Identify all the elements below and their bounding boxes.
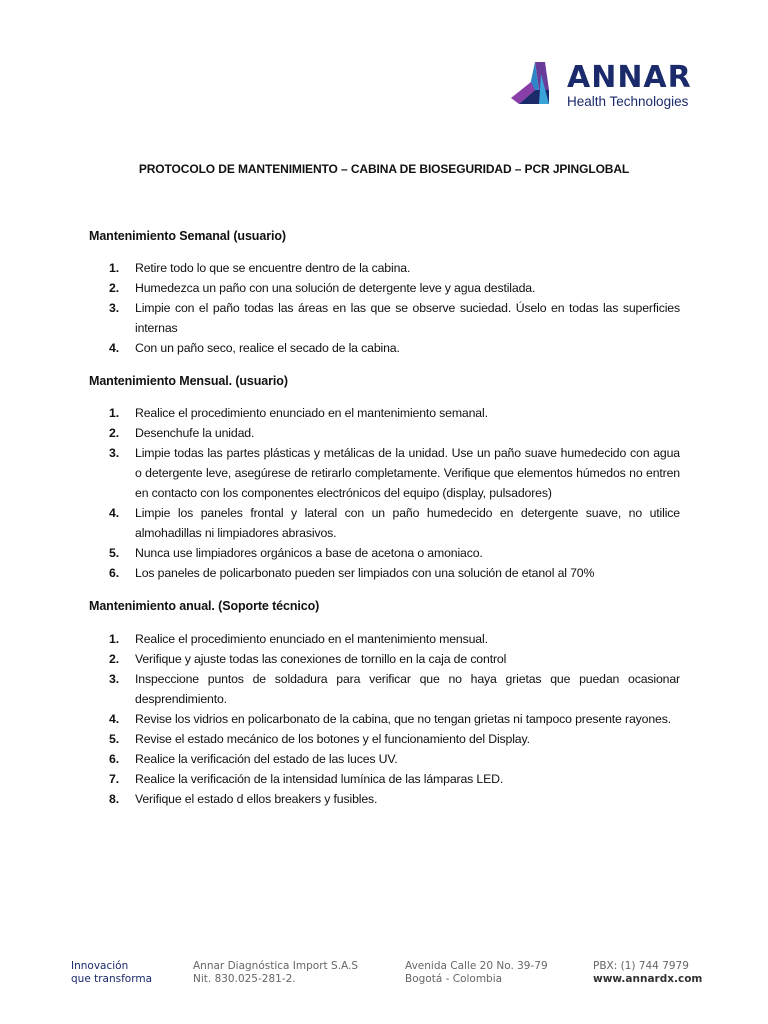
- weekly-list: [109, 258, 680, 358]
- list-item: 3. Limpie con el paño todas las áreas en las que se observe suciedad. Úselo en todas las superficies internas: [109, 301, 680, 335]
- list-item: 1. Realice el procedimiento enunciado en el mantenimiento mensual.: [109, 632, 488, 646]
- list-item: 3. Limpie todas las partes plásticas y metálicas de la unidad. Use un paño suave humedecido con agua o detergente leve, asegúrese de retirarlo completamente. Verifique que elementos húmedos no entren en contacto con los componentes electrónicos del equipo (display, pulsadores): [109, 446, 680, 500]
- list-item: 7. Realice la verificación de la intensidad lumínica de las lámparas LED.: [109, 772, 504, 786]
- list-item: 5. Revise el estado mecánico de los botones y el funcionamiento del Display.: [109, 732, 530, 746]
- section-heading-monthly: Mantenimiento Mensual. (usuario): [89, 374, 288, 388]
- logo-wordmark: ANNAR: [567, 60, 692, 95]
- footer-contact: [593, 960, 702, 986]
- section-heading-annual: Mantenimiento anual. (Soporte técnico): [89, 599, 320, 613]
- document-title: PROTOCOLO DE MANTENIMIENTO – CABINA DE BIOSEGURIDAD – PCR JPINGLOBAL: [138, 162, 630, 176]
- annual-list: [109, 629, 680, 809]
- list-item: 5. Nunca use limpiadores orgánicos a base de acetona o amoniaco.: [109, 546, 483, 560]
- list-item: 8. Verifique el estado d ellos breakers y fusibles.: [109, 792, 378, 806]
- company-logo: [505, 60, 705, 112]
- list-item: 2. Verifique y ajuste todas las conexiones de tornillo en la caja de control: [109, 652, 507, 666]
- footer-slogan-line-2: que transforma: [71, 973, 153, 985]
- monthly-list: [109, 403, 680, 583]
- footer-company-name: Annar Diagnóstica Import S.A.S: [193, 960, 359, 972]
- list-item: 3. Inspeccione puntos de soldadura para verificar que no haya grietas que puedan ocasionar desprendimiento.: [109, 672, 680, 706]
- list-item: 6. Los paneles de policarbonato pueden ser limpiados con una solución de etanol al 70%: [109, 566, 595, 580]
- footer-website-link[interactable]: www.annardx.com: [593, 973, 703, 985]
- list-item: 2. Desenchufe la unidad.: [109, 426, 255, 440]
- footer-address: [405, 960, 548, 986]
- footer-company: [193, 960, 358, 986]
- footer-city: Bogotá - Colombia: [405, 973, 503, 985]
- footer-nit: Nit. 830.025-281-2.: [193, 973, 296, 985]
- footer-slogan-line-1: Innovación: [71, 960, 129, 972]
- list-item: 1. Realice el procedimiento enunciado en el mantenimiento semanal.: [109, 406, 488, 420]
- footer-slogan: [71, 960, 152, 986]
- list-item: 1. Retire todo lo que se encuentre dentro de la cabina.: [109, 261, 411, 275]
- list-item: 6. Realice la verificación del estado de las luces UV.: [109, 752, 398, 766]
- logo-tagline: Health Technologies: [567, 94, 689, 109]
- list-item: 4. Limpie los paneles frontal y lateral con un paño humedecido en detergente suave, no utilice almohadillas ni limpiadores abrasivos.: [109, 506, 680, 540]
- list-item: 2. Humedezca un paño con una solución de detergente leve y agua destilada.: [109, 281, 536, 295]
- annar-logo-icon: [505, 60, 555, 112]
- footer-phone: PBX: (1) 744 7979: [593, 960, 689, 972]
- list-item: 4. Con un paño seco, realice el secado de la cabina.: [109, 341, 400, 355]
- footer-street: Avenida Calle 20 No. 39-79: [405, 960, 548, 972]
- section-heading-weekly: Mantenimiento Semanal (usuario): [89, 229, 286, 243]
- list-item: 4. Revise los vidrios en policarbonato de la cabina, que no tengan grietas ni tampoco presente rayones.: [109, 712, 671, 726]
